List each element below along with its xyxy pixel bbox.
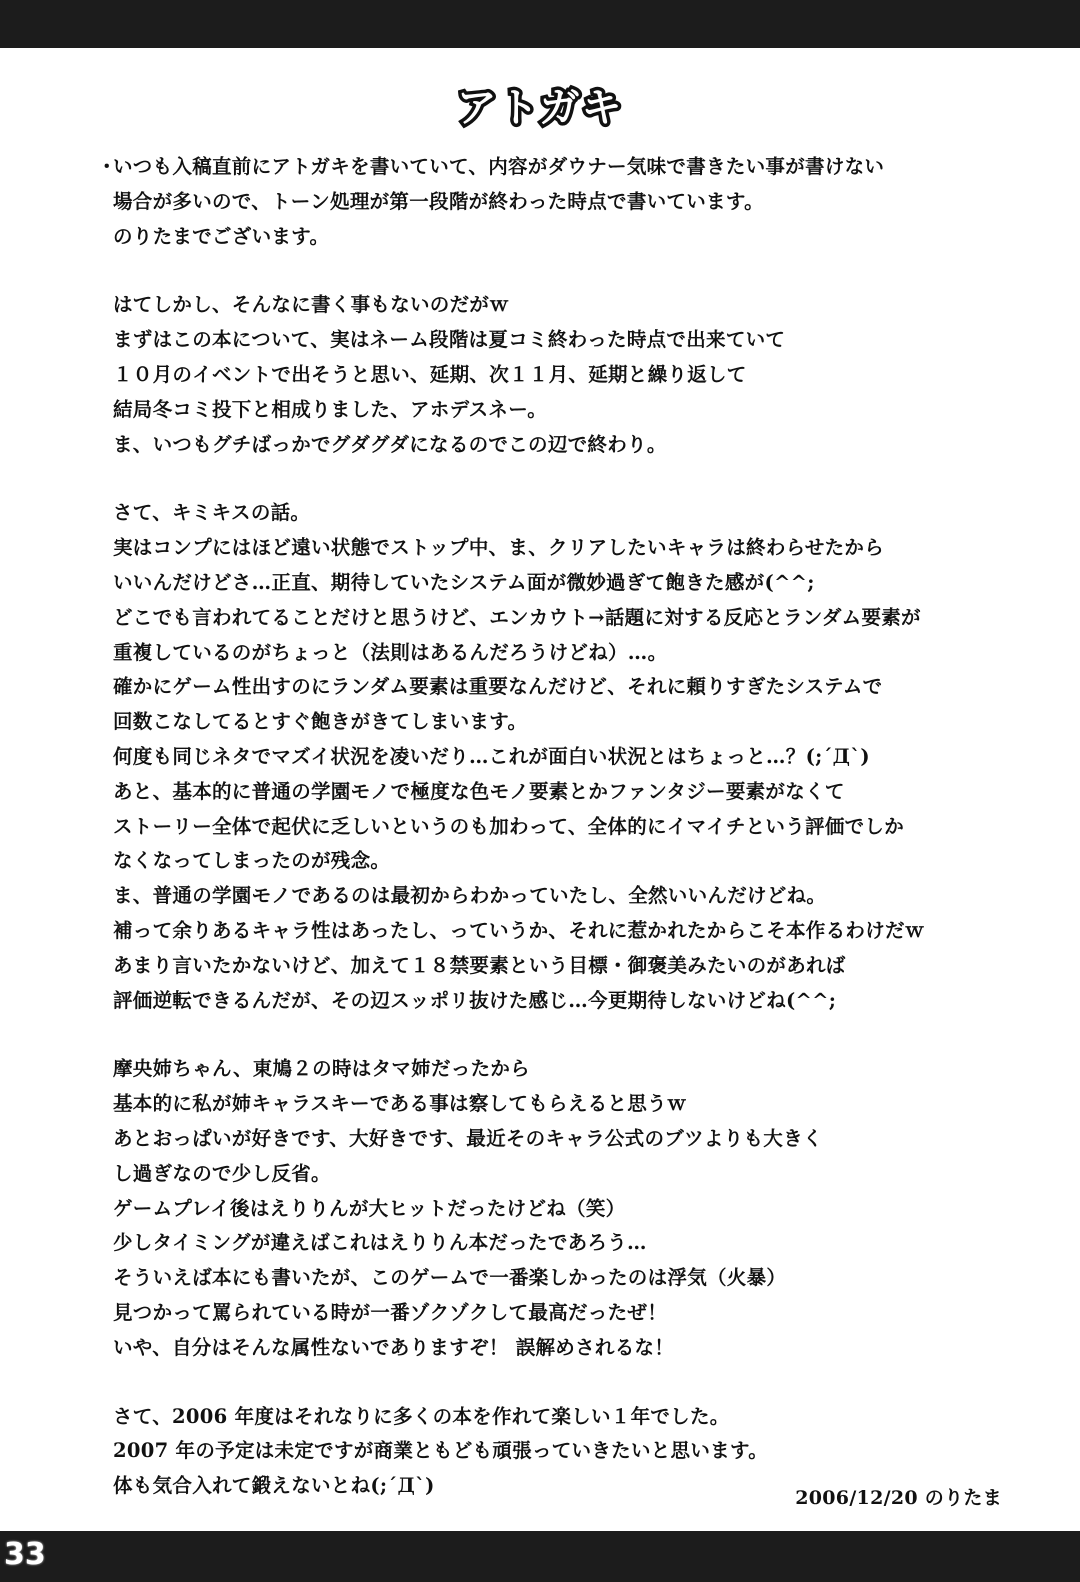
text-line: 摩央姉ちゃん、東鳩２の時はタマ姉だったから [113,1057,530,1081]
text-line: いや、自分はそんな属性ないでありますぞ！ 誤解めされるな！ [113,1335,675,1359]
text-line: 場合が多いので、トーン処理が第一段階が終わった時点で書いています。 [113,189,764,213]
page-number: 33 [4,1537,46,1572]
text-line: そういえば本にも書いたが、このゲームで一番楽しかったのは浮気（火暴） [113,1266,787,1290]
text-line: 回数こなしてるとすぐ飽きがきてしまいます。 [113,710,528,734]
text-line [97,150,1033,185]
text-line: さて、2006 年度はそれなりに多くの本を作れて楽しい１年でした。 [113,1404,730,1428]
text-line: ゲームプレイ後はえりりんが大ヒットだったけどね（笑） [113,1196,626,1220]
text-line: あとおっぱいが好きです、大好きです、最近そのキャラ公式のブツよりも大きく [113,1126,823,1150]
text-line: 少しタイミングが違えばこれはえりりん本だったであろう… [113,1231,647,1255]
text-line: 実はコンプにはほど遠い状態でストップ中、ま、クリアしたいキャラは終わらせたから [113,536,885,560]
text-line: 基本的に私が姉キャラスキーである事は察してもらえると思うｗ [113,1092,687,1116]
bullet-mark: ・ [97,155,117,178]
text-line: いいんだけどさ…正直、期待していたシステム面が微妙過ぎて飽きた感が(^^; [113,570,815,594]
afterword-body [97,150,1033,1504]
text-line: なくなってしまったのが残念。 [113,849,391,873]
text-line: あまり言いたかないけど、加えて１８禁要素という目標・御褒美みたいのがあれば [113,953,846,977]
text-line: はてしかし、そんなに書く事もないのだがｗ [113,293,510,317]
text-line: ま、いつもグチばっかでグダグダになるのでこの辺で終わり。 [113,432,667,456]
text-line: のりたまでございます。 [113,224,330,248]
text-line: ストーリー全体で起伏に乏しいというのも加わって、全体的にイマイチという評価でしか [113,814,905,838]
text-line: 重複しているのがちょっと（法則はあるんだろうけどね）…。 [113,640,668,664]
text-line: 見つかって罵られている時が一番ゾクゾクして最高だったぜ！ [113,1300,668,1324]
text-line: さて、キミキスの話。 [113,501,311,525]
top-border-band [0,0,1080,48]
text-line: まずはこの本について、実はネーム段階は夏コミ終わった時点で出来ていて [113,328,786,352]
text-line: 確かにゲーム性出すのにランダム要素は重要なんだけど、それに頼りすぎたシステムで [113,675,883,699]
signature-date: 2006/12/20 のりたま [795,1487,1002,1509]
text-line-content: いつも入稿直前にアトガキを書いていて、内容がダウナー気味で書きたい事が書けない [113,155,885,178]
text-line: 2007 年の予定は未定ですが商業ともども頑張っていきたいと思います。 [113,1439,769,1463]
text-line: 結局冬コミ投下と相成りました、アホデスネー。 [113,397,548,421]
text-line: あと、基本的に普通の学園モノで極度な色モノ要素とかファンタジー要素がなくて [113,779,845,803]
paragraph-kimikiss [113,496,1033,1018]
paragraph-intro [97,150,1033,254]
text-line: 評価逆転できるんだが、その辺スッポリ抜けた感じ…今更期待しないけどね(^^; [113,988,837,1012]
text-line: ま、普通の学園モノであるのは最初からわかっていたし、全然いいんだけどね。 [113,884,827,908]
text-line: し過ぎなので少し反省。 [113,1161,331,1185]
text-line: １０月のイベントで出そうと思い、延期、次１１月、延期と繰り返して [113,362,747,386]
paragraph-book-schedule [113,288,1033,462]
bottom-border-band [0,1531,1080,1582]
text-line: 補って余りあるキャラ性はあったし、っていうか、それに惹かれたからこそ本作るわけだｗ [113,918,925,942]
text-line: 体も気合入れて鍛えないとね(;´Д`) [113,1474,435,1498]
text-line: 何度も同じネタでマズイ状況を凌いだり…これが面白い状況とはちょっと…？(;´Д`) [113,744,870,768]
text-line: どこでも言われてることだけと思うけど、エンカウト→話題に対する反応とランダム要素が [113,605,921,629]
paragraph-characters [113,1052,1033,1365]
page-title: アトガキ [456,85,624,131]
